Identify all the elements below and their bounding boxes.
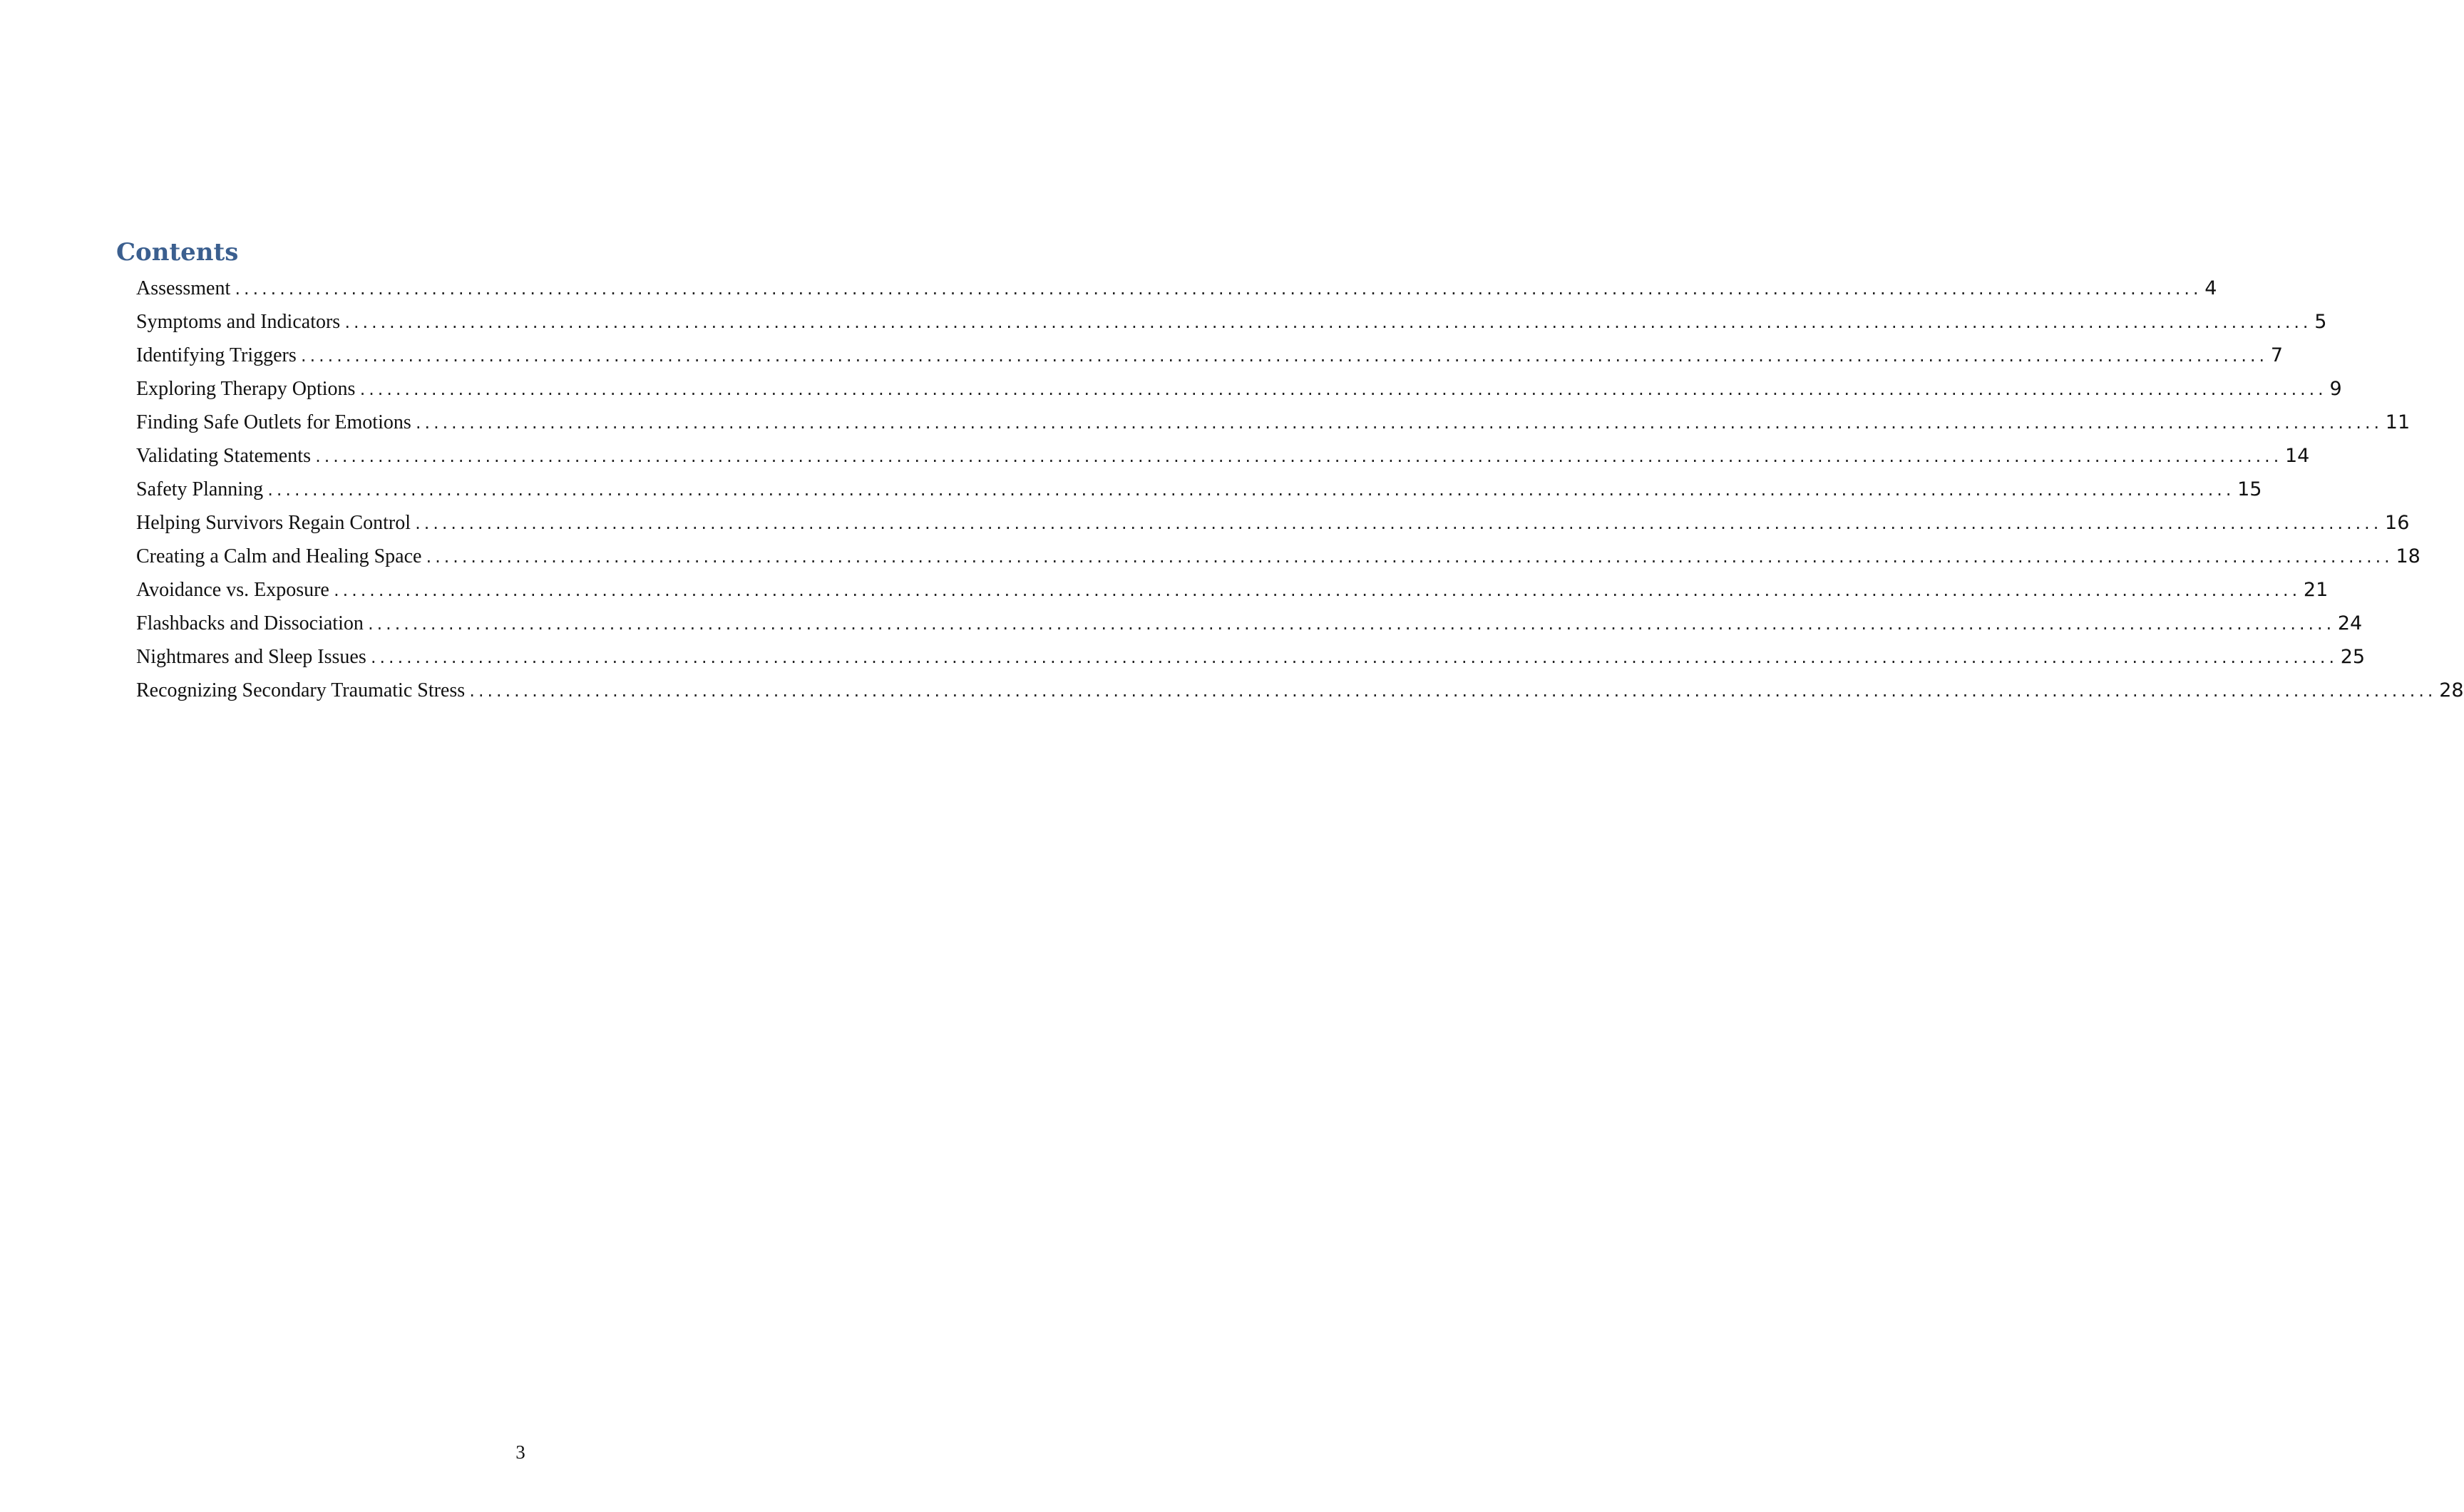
toc-list — [136, 272, 2464, 707]
toc-entry-page: 5 — [2314, 311, 2327, 333]
toc-entry-page: 7 — [2270, 344, 2283, 366]
toc-entry[interactable] — [136, 607, 2363, 640]
toc-entry[interactable] — [136, 406, 2411, 439]
toc-dot-leader: ............................................................................................................................................................................................................................ — [414, 415, 2381, 432]
toc-entry[interactable] — [136, 372, 2342, 406]
toc-entry[interactable] — [136, 573, 2329, 607]
toc-dot-leader: ............................................................................................................................................................................................................................ — [366, 616, 2334, 633]
toc-entry-title: Safety Planning — [136, 478, 264, 500]
toc-entry-page: 4 — [2204, 277, 2217, 299]
toc-entry-title: Flashbacks and Dissociation — [136, 612, 364, 634]
toc-entry-title: Nightmares and Sleep Issues — [136, 646, 366, 668]
toc-dot-leader: ............................................................................................................................................................................................................................ — [233, 281, 2201, 298]
toc-entry-page: 16 — [2385, 512, 2410, 534]
toc-entry[interactable] — [136, 439, 2310, 473]
toc-dot-leader: ............................................................................................................................................................................................................................ — [343, 314, 2311, 331]
toc-dot-leader: ............................................................................................................................................................................................................................ — [313, 448, 2281, 466]
toc-entry-title: Recognizing Secondary Traumatic Stress — [136, 679, 466, 701]
toc-entry-title: Validating Statements — [136, 445, 311, 467]
toc-entry[interactable] — [136, 339, 2283, 372]
toc-entry-title: Helping Survivors Regain Control — [136, 512, 411, 534]
toc-entry-title: Avoidance vs. Exposure — [136, 579, 329, 601]
toc-dot-leader: ............................................................................................................................................................................................................................ — [468, 683, 2435, 700]
toc-dot-leader: ............................................................................................................................................................................................................................ — [299, 348, 2267, 365]
toc-entry[interactable] — [136, 473, 2262, 506]
toc-entry-page: 9 — [2329, 378, 2342, 400]
toc-entry-page: 14 — [2285, 445, 2310, 467]
toc-entry-title: Finding Safe Outlets for Emotions — [136, 411, 411, 433]
toc-entry-title: Exploring Therapy Options — [136, 378, 356, 400]
toc-dot-leader: ............................................................................................................................................................................................................................ — [266, 482, 2234, 499]
toc-entry-page: 28 — [2439, 679, 2464, 701]
toc-entry[interactable] — [136, 305, 2327, 339]
toc-entry[interactable] — [136, 674, 2464, 707]
toc-entry[interactable] — [136, 640, 2366, 674]
toc-entry-page: 18 — [2396, 545, 2421, 567]
toc-dot-leader: ............................................................................................................................................................................................................................ — [413, 515, 2381, 533]
toc-entry-title: Assessment — [136, 277, 231, 299]
page-number: 3 — [515, 1441, 525, 1463]
toc-entry-page: 11 — [2385, 411, 2411, 433]
toc-entry-title: Identifying Triggers — [136, 344, 297, 366]
toc-dot-leader: ............................................................................................................................................................................................................................ — [332, 582, 2299, 600]
toc-dot-leader: ............................................................................................................................................................................................................................ — [369, 649, 2336, 667]
toc-entry-page: 24 — [2337, 612, 2363, 634]
toc-entry[interactable] — [136, 272, 2217, 305]
toc-dot-leader: ............................................................................................................................................................................................................................ — [358, 381, 2326, 398]
toc-entry[interactable] — [136, 506, 2410, 540]
toc-entry-page: 15 — [2237, 478, 2262, 500]
toc-entry-page: 25 — [2340, 646, 2366, 668]
toc-entry[interactable] — [136, 540, 2421, 573]
toc-entry-title: Creating a Calm and Healing Space — [136, 545, 422, 567]
toc-dot-leader: ............................................................................................................................................................................................................................ — [424, 549, 2392, 566]
toc-entry-title: Symptoms and Indicators — [136, 311, 341, 333]
toc-heading: Contents — [116, 238, 239, 267]
toc-entry-page: 21 — [2303, 579, 2329, 601]
